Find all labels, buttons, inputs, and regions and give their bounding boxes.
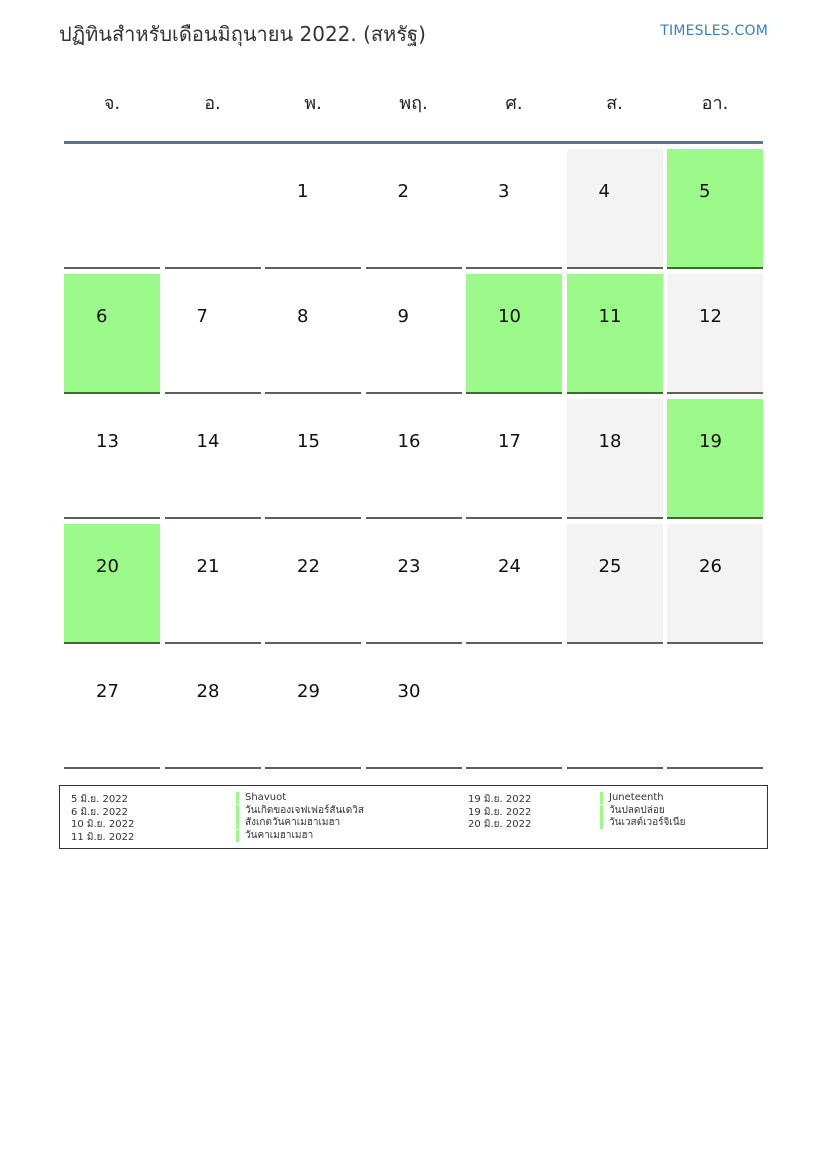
holiday-date: 5 มิ.ย. 2022	[71, 794, 128, 805]
weekday-thu: พฤ.	[399, 93, 428, 114]
day-number: 10	[498, 306, 521, 327]
weekday-wed: พ.	[304, 93, 322, 114]
day-number: 22	[297, 556, 320, 577]
holiday-name: วันเกิดของเจฟเฟอร์สันเดวิส	[236, 805, 364, 817]
empty-day-cell	[466, 649, 562, 769]
day-number: 1	[297, 181, 309, 202]
holiday-legend	[59, 785, 768, 849]
weekday-sun: อา.	[701, 93, 729, 114]
day-number: 15	[297, 431, 320, 452]
day-number: 7	[196, 306, 208, 327]
day-number: 13	[96, 431, 119, 452]
weekday-fri: ศ.	[505, 93, 523, 114]
holiday-name: สังเกตวันคาเมฮาเมฮา	[236, 817, 340, 829]
day-number: 8	[297, 306, 309, 327]
day-cell-10	[466, 274, 562, 394]
day-cell-2	[366, 149, 462, 269]
day-cell-1	[265, 149, 361, 269]
day-number: 3	[498, 181, 510, 202]
day-cell-23	[366, 524, 462, 644]
day-number: 14	[196, 431, 220, 452]
holiday-date: 6 มิ.ย. 2022	[71, 806, 128, 818]
day-number: 4	[598, 181, 610, 202]
day-cell-19	[667, 399, 763, 519]
day-number: 5	[699, 181, 711, 202]
day-cell-26	[667, 524, 763, 644]
day-number: 27	[96, 681, 119, 702]
day-cell-22	[265, 524, 361, 644]
day-cell-8	[265, 274, 361, 394]
day-number: 18	[598, 431, 622, 452]
day-number: 28	[196, 681, 220, 702]
day-cell-25	[567, 524, 663, 644]
day-number: 16	[397, 431, 421, 452]
day-cell-14	[165, 399, 261, 519]
holiday-name: Shavuot	[236, 792, 286, 804]
day-number: 29	[297, 681, 320, 702]
empty-day-cell	[64, 149, 160, 269]
holiday-date: 19 มิ.ย. 2022	[468, 806, 532, 818]
day-cell-28	[165, 649, 261, 769]
day-cell-9	[366, 274, 462, 394]
empty-day-cell	[567, 649, 663, 769]
day-cell-12	[667, 274, 763, 394]
day-number: 12	[699, 306, 722, 327]
day-cell-16	[366, 399, 462, 519]
day-number: 20	[96, 556, 119, 577]
day-cell-21	[165, 524, 261, 644]
day-number: 17	[498, 431, 521, 452]
weekday-sat: ส.	[606, 93, 623, 114]
holiday-name: วันคาเมฮาเมฮา	[236, 830, 313, 842]
day-cell-24	[466, 524, 562, 644]
header-divider	[64, 141, 763, 144]
day-number: 25	[598, 556, 622, 577]
empty-day-cell	[667, 649, 763, 769]
holiday-date: 11 มิ.ย. 2022	[71, 831, 135, 843]
empty-day-cell	[165, 149, 261, 269]
day-number: 9	[397, 306, 409, 327]
day-number: 26	[699, 556, 722, 577]
holiday-date: 20 มิ.ย. 2022	[468, 819, 532, 830]
holiday-name: วันเวสต์เวอร์จิเนีย	[600, 817, 685, 829]
day-number: 21	[196, 556, 220, 577]
day-cell-4	[567, 149, 663, 269]
day-cell-18	[567, 399, 663, 519]
day-cell-5	[667, 149, 763, 269]
brand-link[interactable]: TIMESLES.COM	[660, 23, 768, 39]
day-cell-27	[64, 649, 160, 769]
day-cell-11	[567, 274, 663, 394]
day-number: 6	[96, 306, 108, 327]
day-number: 23	[397, 556, 421, 577]
day-cell-17	[466, 399, 562, 519]
day-cell-7	[165, 274, 261, 394]
day-number: 30	[397, 681, 421, 702]
day-number: 11	[598, 306, 622, 327]
day-cell-6	[64, 274, 160, 394]
day-cell-13	[64, 399, 160, 519]
holiday-name: Juneteenth	[600, 792, 664, 804]
day-number: 19	[699, 431, 722, 452]
holiday-name: วันปลดปล่อย	[600, 805, 665, 817]
day-cell-29	[265, 649, 361, 769]
weekday-tue: อ.	[204, 93, 221, 114]
day-cell-20	[64, 524, 160, 644]
day-cell-30	[366, 649, 462, 769]
weekday-header-row	[64, 88, 763, 120]
day-cell-3	[466, 149, 562, 269]
weekday-mon: จ.	[103, 93, 121, 114]
day-cell-15	[265, 399, 361, 519]
day-number: 2	[397, 181, 409, 202]
day-number: 24	[498, 556, 521, 577]
holiday-date: 19 มิ.ย. 2022	[468, 794, 532, 805]
holiday-date: 10 มิ.ย. 2022	[71, 819, 135, 830]
page-title: ปฏิทินสำหรับเดือนมิถุนายน 2022. (สหรัฐ)	[59, 22, 426, 46]
